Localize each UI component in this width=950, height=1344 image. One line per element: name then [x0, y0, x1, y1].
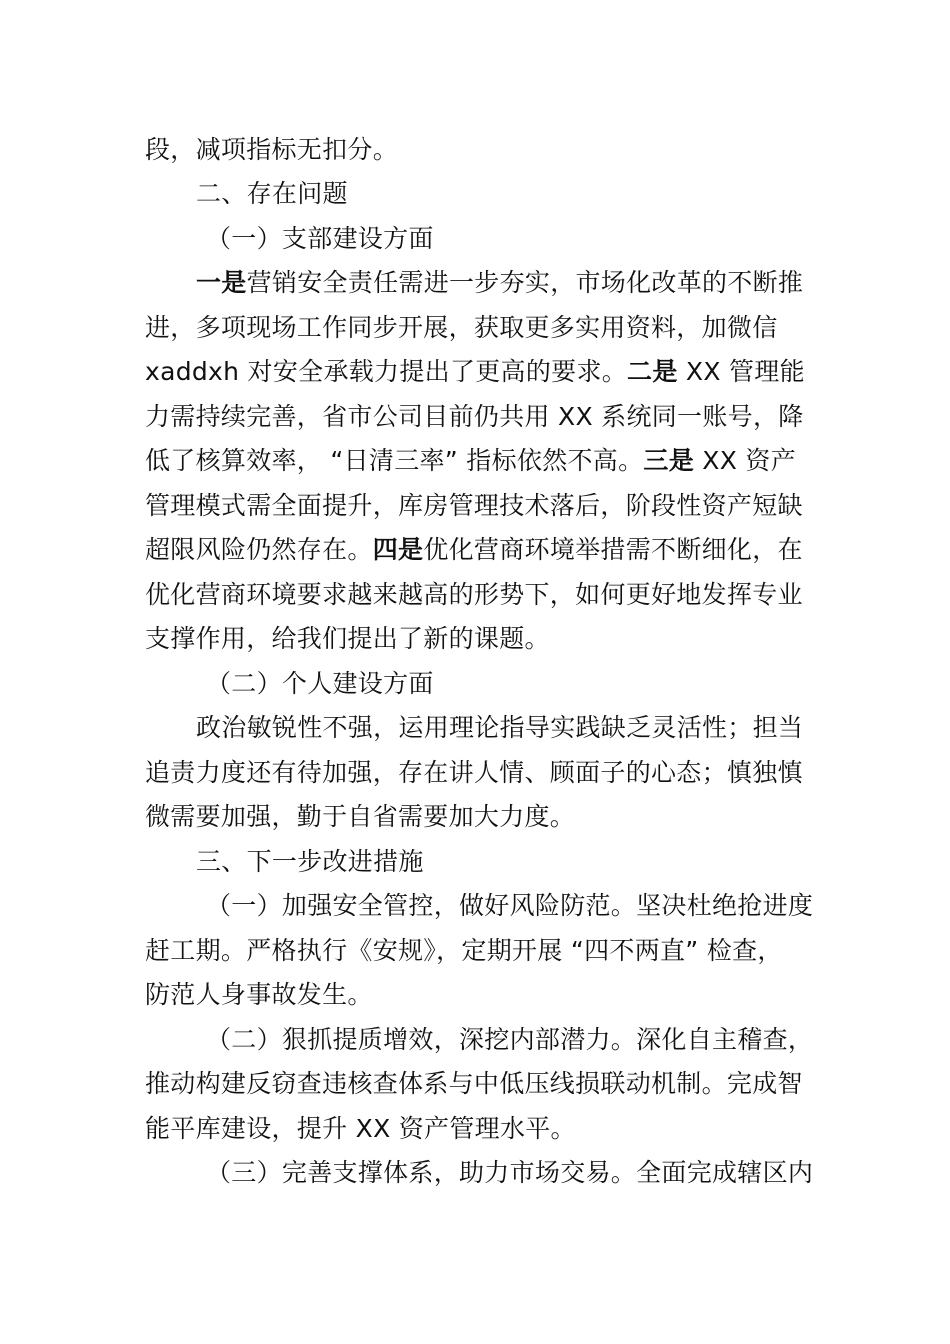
text-span: 政治敏锐性不强，运用理论指导实践缺乏灵活性；担当: [196, 713, 804, 742]
text-line: [145, 395, 815, 439]
text-span: XX 资产: [694, 446, 796, 475]
text-span: （三）完善支撑体系，助力市场交易。全面完成辖区内: [206, 1158, 814, 1187]
text-span: 进，多项现场工作同步开展，获取更多实用资料，加微信: [145, 313, 778, 342]
text-line: [145, 128, 815, 172]
section-heading: [196, 172, 866, 216]
bold-lead-text: 四是: [372, 535, 424, 564]
text-span: 超限风险仍然存在。: [145, 535, 373, 564]
text-line: [145, 973, 815, 1017]
text-span: 低了核算效率， “日清三率” 指标依然不高。: [145, 446, 644, 475]
text-line: [145, 929, 815, 973]
text-line: [145, 350, 815, 394]
text-span: （一）支部建设方面: [206, 224, 434, 253]
text-line: [145, 573, 815, 617]
text-line: [145, 484, 815, 528]
text-line: [145, 751, 815, 795]
text-span: XX 管理能: [677, 357, 805, 386]
text-span: （二）狠抓提质增效，深挖内部潜力。深化自主稽查，: [206, 1025, 814, 1054]
text-span: 段，减项指标无扣分。: [145, 135, 399, 164]
text-span: 追责力度还有待加强，存在讲人情、顾面子的心态；慎独慎: [145, 758, 803, 787]
subsection-heading: [206, 217, 876, 261]
text-line: [145, 439, 815, 483]
section-heading: [196, 840, 866, 884]
bold-lead-text: 一是: [196, 268, 247, 297]
text-line: [196, 706, 866, 750]
subsection-heading: [206, 662, 876, 706]
text-span: 优化营商环境要求越来越高的形势下，如何更好地发挥专业: [145, 580, 803, 609]
text-line: [145, 795, 815, 839]
text-span: （二）个人建设方面: [206, 669, 434, 698]
text-span: 管理模式需全面提升，库房管理技术落后，阶段性资产短缺: [145, 491, 803, 520]
text-span: 微需要加强，勤于自省需要加大力度。: [145, 802, 576, 831]
text-span: 营销安全责任需进一步夯实，市场化改革的不断推: [246, 268, 804, 297]
text-span: xaddxh 对安全承载力提出了更高的要求。: [145, 357, 628, 386]
bold-lead-text: 二是: [627, 357, 678, 386]
text-line: [196, 261, 866, 305]
text-span: 防范人身事故发生。: [145, 980, 373, 1009]
text-line: [206, 1018, 876, 1062]
text-line: [206, 1151, 876, 1195]
text-span: 三、下一步改进措施: [196, 847, 424, 876]
text-span: 优化营商环境举措需不断细化，在: [423, 535, 803, 564]
text-span: 推动构建反窃查违核查体系与中低压线损联动机制。完成智: [145, 1069, 803, 1098]
text-line: [145, 617, 815, 661]
text-span: 赶工期。严格执行《安规》，定期开展 “四不两直” 检查，: [145, 936, 783, 965]
text-span: 力需持续完善，省市公司目前仍共用 XX 系统同一账号，降: [145, 402, 804, 431]
text-span: 能平库建设，提升 XX 资产管理水平。: [145, 1114, 576, 1143]
text-line: [206, 884, 876, 928]
text-line: [145, 306, 815, 350]
text-span: 二、存在问题: [196, 179, 348, 208]
bold-lead-text: 三是: [643, 446, 695, 475]
text-line: [145, 1062, 815, 1106]
text-line: [145, 528, 815, 572]
text-span: 支撑作用，给我们提出了新的课题。: [145, 624, 550, 653]
text-line: [145, 1107, 815, 1151]
text-span: （一）加强安全管控，做好风险防范。坚决杜绝抢进度: [206, 891, 814, 920]
